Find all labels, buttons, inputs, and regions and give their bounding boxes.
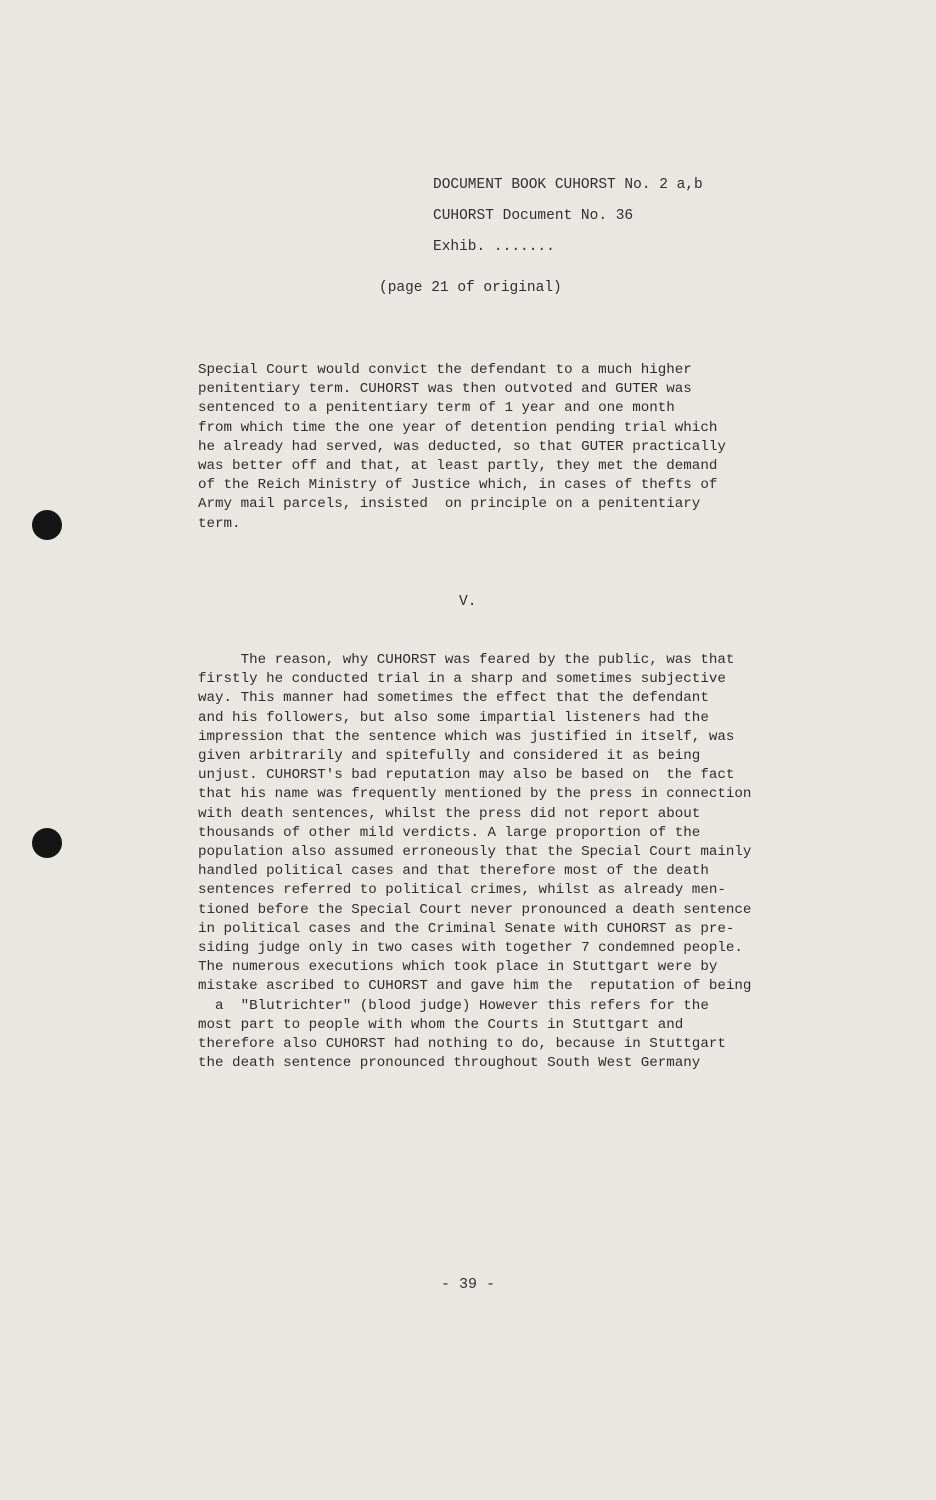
text-line: mistake ascribed to CUHORST and gave him the reputation of being	[198, 978, 752, 995]
text-line: the death sentence pronounced throughout South West Germany	[198, 1055, 701, 1072]
section-number: V.	[459, 594, 477, 610]
header-document-book: DOCUMENT BOOK CUHORST No. 2 a,b	[433, 177, 703, 193]
text-line: Army mail parcels, insisted on principle on a penitentiary	[198, 496, 701, 513]
text-line: of the Reich Ministry of Justice which, in cases of thefts of	[198, 477, 718, 494]
text-line: thousands of other mild verdicts. A large proportion of the	[198, 824, 701, 841]
header-exhibit: Exhib. .......	[433, 239, 555, 255]
text-line: a "Blutrichter" (blood judge) However this refers for the	[198, 997, 709, 1014]
text-line: from which time the one year of detention pending trial which	[198, 419, 718, 436]
binder-hole-lower	[32, 828, 62, 858]
text-line: tioned before the Special Court never pronounced a death sentence	[198, 901, 752, 918]
text-line: penitentiary term. CUHORST was then outvoted and GUTER was	[198, 381, 692, 398]
text-line: sentences referred to political crimes, whilst as already men-	[198, 882, 726, 899]
original-page-reference: (page 21 of original)	[379, 280, 562, 296]
text-line: handled political cases and that therefore most of the death	[198, 863, 709, 880]
text-line: therefore also CUHORST had nothing to do, because in Stuttgart	[198, 1036, 726, 1053]
text-line: population also assumed erroneously that the Special Court mainly	[198, 844, 752, 861]
text-line: in political cases and the Criminal Senate with CUHORST as pre-	[198, 920, 735, 937]
binder-hole-upper	[32, 510, 62, 540]
text-line: he already had served, was deducted, so that GUTER practically	[198, 438, 726, 455]
header-document-number: CUHORST Document No. 36	[433, 208, 634, 224]
text-line: given arbitrarily and spitefully and considered it as being	[198, 748, 701, 765]
text-line: The numerous executions which took place in Stuttgart were by	[198, 959, 718, 976]
text-line: was better off and that, at least partly, they met the demand	[198, 458, 718, 475]
paragraph-1	[198, 361, 726, 534]
text-line: impression that the sentence which was justified in itself, was	[198, 728, 735, 745]
text-line: with death sentences, whilst the press did not report about	[198, 805, 701, 822]
page-number: - 39 -	[440, 1276, 495, 1293]
text-line: The reason, why CUHORST was feared by the public, was that	[198, 652, 735, 668]
text-line: Special Court would convict the defendant to a much higher	[198, 362, 692, 378]
text-line: firstly he conducted trial in a sharp and sometimes subjective	[198, 671, 726, 688]
text-line: term.	[198, 515, 241, 532]
document-header	[433, 170, 703, 263]
text-line: way. This manner had sometimes the effect that the defendant	[198, 690, 709, 707]
text-line: that his name was frequently mentioned by the press in connection	[198, 786, 752, 803]
text-line: unjust. CUHORST's bad reputation may also be based on the fact	[198, 767, 735, 784]
text-line: most part to people with whom the Courts in Stuttgart and	[198, 1016, 684, 1033]
text-line: siding judge only in two cases with together 7 condemned people.	[198, 940, 743, 957]
text-line: and his followers, but also some impartial listeners had the	[198, 709, 709, 726]
paragraph-2	[198, 651, 751, 1073]
text-line: sentenced to a penitentiary term of 1 year and one month	[198, 400, 675, 417]
